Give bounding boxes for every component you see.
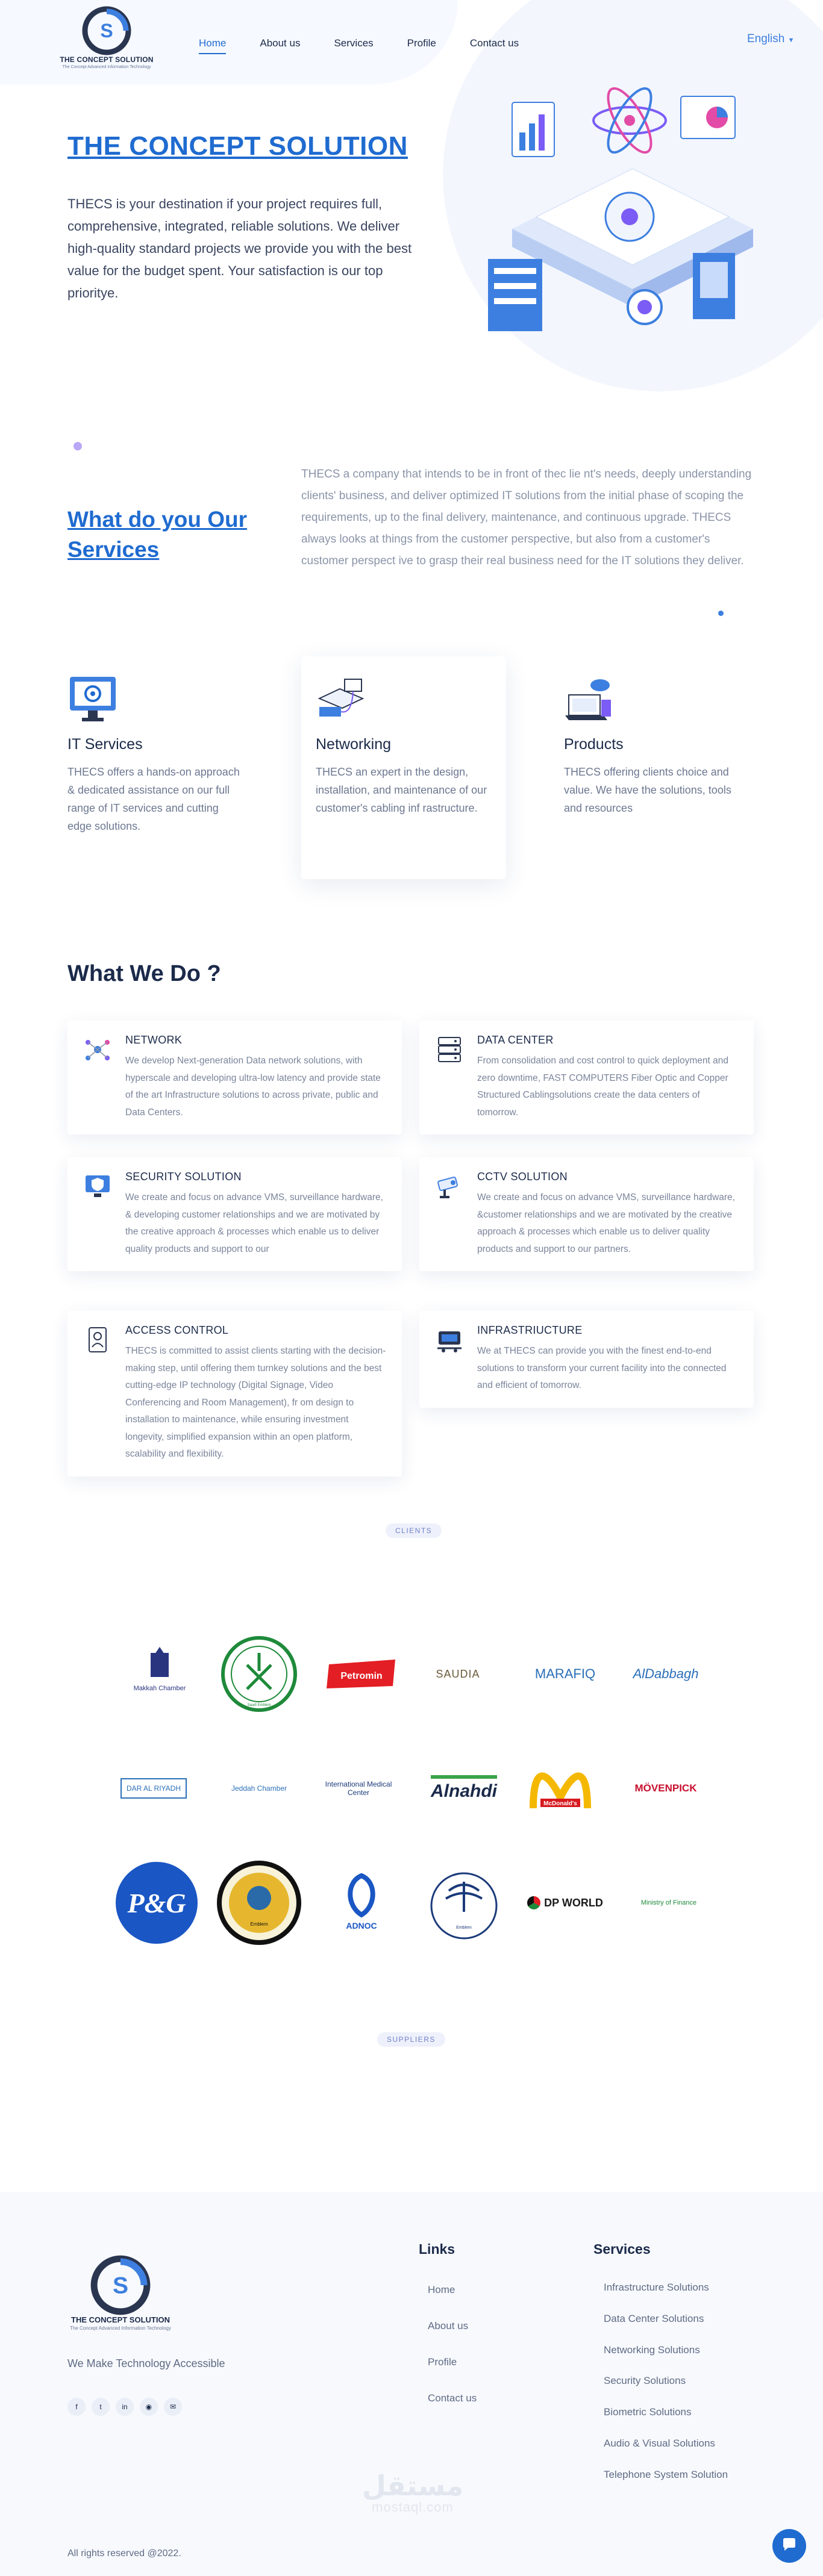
social-links: [67, 2398, 182, 2416]
card-text: We develop Next-generation Data network solutions, with hyperscale and developing ultra-low latency and provide state of the art Infrastructure solutions to across private, public and Data Centers.: [125, 1056, 381, 1118]
client-logo-text: Ministry of Finance: [640, 1899, 697, 1906]
card-network: [67, 1021, 402, 1134]
hero-illustration: [476, 78, 765, 355]
service-title: Networking: [316, 736, 392, 753]
client-logo-text: Emblem: [250, 1921, 268, 1927]
network-devices-icon: [316, 674, 366, 725]
client-logo-makkah-chamber: [117, 1632, 202, 1716]
shield-monitor-icon: [83, 1173, 112, 1199]
hero-title: THE CONCEPT SOLUTION: [67, 131, 408, 161]
service-card-networking: [301, 656, 506, 879]
client-logo-text: McDonald's: [543, 1800, 577, 1807]
network-icon: [83, 1036, 112, 1063]
client-logo-jeddah-chamber: [217, 1746, 301, 1831]
instagram-icon[interactable]: ◉: [140, 2398, 158, 2416]
footer-service-networking[interactable]: Networking Solutions: [604, 2344, 700, 2356]
email-icon[interactable]: ✉: [164, 2398, 182, 2416]
card-access-control: [67, 1311, 402, 1476]
main-nav: [199, 37, 552, 54]
nav-services[interactable]: Services: [334, 37, 374, 49]
facebook-icon[interactable]: f: [67, 2398, 86, 2416]
chat-button[interactable]: [772, 2529, 806, 2563]
service-text: THECS offers a hands-on approach & dedicated assistance on our full range of IT services and cutting edge solutions.: [67, 766, 240, 832]
client-logo-adnoc: [319, 1861, 404, 1945]
card-infrastructure: [419, 1311, 754, 1408]
chat-bubble-icon: [781, 2536, 798, 2556]
card-title: DATA CENTER: [477, 1034, 554, 1046]
client-logo-text: DAR AL RIYADH: [126, 1784, 181, 1793]
client-logo-text: Emblem: [456, 1926, 472, 1930]
footer-service-data-center[interactable]: Data Center Solutions: [604, 2313, 704, 2324]
footer-link-home[interactable]: Home: [428, 2284, 455, 2295]
monitor-gear-icon: [67, 674, 118, 725]
client-logo-movenpick: [624, 1746, 708, 1831]
twitter-icon[interactable]: t: [92, 2398, 110, 2416]
language-label: English: [747, 33, 785, 45]
client-logo-text: Saudi Emblem: [247, 1703, 271, 1707]
svg-text:S: S: [100, 20, 113, 42]
clients-label: CLIENTS: [386, 1523, 442, 1538]
service-card-products: [549, 656, 754, 879]
client-logo-text: Jeddah Chamber: [231, 1784, 287, 1793]
client-logo-text: AlDabbagh: [633, 1666, 699, 1681]
service-card-it-services: [53, 656, 258, 879]
footer-logo-name: THE CONCEPT SOLUTION: [71, 2315, 170, 2324]
card-text: We create and focus on advance VMS, surveillance hardware, &customer relationships and we are motivated by the creative approach & processes which enable us to deliver quality products and support to our partners.: [477, 1192, 735, 1254]
client-logo-ministry-of-finance: [627, 1861, 711, 1945]
client-logo-dp-world: [523, 1861, 607, 1945]
client-logo-text: DP WORLD: [544, 1896, 603, 1909]
logo-mark-icon: [90, 2255, 151, 2315]
footer-services-title: Services: [593, 2241, 651, 2257]
nav-profile[interactable]: Profile: [407, 37, 436, 49]
nav-home[interactable]: Home: [199, 37, 226, 54]
logo-name: THE CONCEPT SOLUTION: [60, 55, 154, 64]
client-logo-mcdonalds: [518, 1746, 602, 1831]
decor-dot: [718, 611, 724, 616]
watermark-arabic: مستقل: [361, 2470, 464, 2501]
footer: [0, 2192, 823, 2576]
card-title: ACCESS CONTROL: [125, 1324, 229, 1336]
client-logo-emblem-gold: [217, 1861, 301, 1945]
logo-tagline: The Concept Advanced Information Technology: [62, 65, 151, 69]
card-title: NETWORK: [125, 1034, 183, 1046]
client-logo-text: Makkah Chamber: [133, 1685, 186, 1692]
client-logo-emblem-palm: [422, 1861, 506, 1945]
client-logo-text: ADNOC: [346, 1921, 377, 1930]
decor-dot: [74, 442, 82, 450]
card-cctv-solution: [419, 1157, 754, 1271]
card-title: CCTV SOLUTION: [477, 1171, 568, 1183]
infrastructure-icon: [435, 1327, 464, 1353]
about-title: What do you Our Services: [67, 507, 248, 562]
nav-about-us[interactable]: About us: [260, 37, 301, 49]
client-logo-dar-al-riyadh: [111, 1746, 196, 1831]
card-text: THECS is committed to assist clients starting with the decision-making step, until offering them turnkey solutions and the best cutting-edge IP technology (Digital Signage, Video Conferencing and Room Management), fr om design to installation to maintenance, while ensuring investment longevity, simplified expansion within an open platform, scalability and flexibility.: [125, 1346, 386, 1459]
footer-logo[interactable]: [67, 2255, 174, 2331]
card-data-center: [419, 1021, 754, 1134]
linkedin-icon[interactable]: in: [116, 2398, 134, 2416]
card-title: SECURITY SOLUTION: [125, 1171, 242, 1183]
dp-world-mark-icon: [527, 1896, 540, 1909]
card-title: INFRASTRIUCTURE: [477, 1324, 583, 1336]
service-title: Products: [564, 736, 624, 753]
copyright: All rights reserved @2022.: [67, 2548, 181, 2559]
client-logo-petromin: [319, 1632, 404, 1716]
footer-link-contact-us[interactable]: Contact us: [428, 2392, 477, 2404]
client-logo-text: SAUDIA: [436, 1667, 480, 1680]
client-logo-text: Alnahdi: [431, 1775, 497, 1802]
about-text: THECS a company that intends to be in front of thec lie nt's needs, deeply understanding clients' business, and deliver optimized IT solutions from the initial phase of scoping the requirements, up to the final delivery, maintenance, and continuous upgrade. THECS always looks at things from the customer perspective, but also from a customer's customer perspect ive to grasp their real business need for the IT solutions they deliver.: [301, 468, 752, 567]
logo-mark-icon: [82, 6, 131, 55]
footer-service-security[interactable]: Security Solutions: [604, 2375, 686, 2386]
client-logo-saudia: [416, 1632, 500, 1716]
client-logo-text: MARAFIQ: [534, 1666, 596, 1681]
client-logo-alnahdi: [422, 1746, 506, 1831]
footer-logo-tagline: The Concept Advanced Information Technology: [70, 2326, 171, 2331]
client-logo-saudi-emblem: [217, 1632, 301, 1716]
server-icon: [435, 1036, 464, 1063]
card-security-solution: [67, 1157, 402, 1271]
client-logo-pg: [114, 1861, 199, 1945]
footer-service-audio-visual[interactable]: Audio & Visual Solutions: [604, 2438, 715, 2449]
svg-text:S: S: [112, 2273, 129, 2299]
client-logo-text: P&G: [127, 1888, 186, 1918]
card-text: We at THECS can provide you with the finest end-to-end solutions to transform your current facility into the connected and efficient of tomorrow.: [477, 1346, 727, 1390]
client-logo-international-medical-center: [316, 1746, 401, 1831]
watermark-url: mostaql.com: [372, 2500, 454, 2515]
hero-text: THECS is your destination if your project requires full, comprehensive, integrated, reliable solutions. We deliver high-quality standard projects we provide you with the best value for the budget spent. Your satisfaction is our top prioritye.: [67, 196, 412, 300]
laptop-cloud-icon: [564, 674, 615, 725]
what-we-do-title: What We Do ?: [67, 961, 221, 986]
client-logo-text: Petromin: [340, 1671, 383, 1681]
footer-link-profile[interactable]: Profile: [428, 2356, 457, 2368]
client-logo-text: MÖVENPICK: [634, 1782, 697, 1794]
site-logo[interactable]: [55, 6, 158, 78]
mostaql-watermark: [361, 2472, 464, 2515]
client-logo-aldabbagh: [624, 1632, 708, 1716]
service-text: THECS an expert in the design, installation, and maintenance of our customer's cabling inf rastructure.: [316, 766, 487, 814]
footer-link-about-us[interactable]: About us: [428, 2320, 469, 2332]
footer-tagline: We Make Technology Accessible: [67, 2357, 225, 2369]
suppliers-label: SUPPLIERS: [377, 2032, 445, 2047]
chevron-down-icon: ▼: [787, 37, 795, 44]
access-badge-icon: [83, 1327, 112, 1353]
card-text: From consolidation and cost control to quick deployment and zero downtime, FAST COMPUTERS Fiber Optic and Copper Structured Cablingsolutions create the data centers of tomorrow.: [477, 1056, 729, 1118]
card-text: We create and focus on advance VMS, surveillance hardware, & developing customer relationships and we are motivated by the creative approach & processes which enable us to deliver quality products and support to our: [125, 1192, 383, 1254]
client-logo-text: International Medical Center: [325, 1780, 392, 1797]
footer-service-biometric[interactable]: Biometric Solutions: [604, 2406, 692, 2418]
cctv-camera-icon: [435, 1173, 464, 1199]
footer-service-infrastructure[interactable]: Infrastructure Solutions: [604, 2282, 709, 2293]
service-title: IT Services: [67, 736, 143, 753]
nav-contact-us[interactable]: Contact us: [469, 37, 519, 49]
language-selector[interactable]: [747, 33, 795, 46]
service-text: THECS offering clients choice and value. We have the solutions, tools and resources: [564, 766, 731, 814]
footer-service-telephone[interactable]: Telephone System Solution: [604, 2469, 728, 2480]
client-logo-marafiq: [523, 1632, 607, 1716]
footer-links-title: Links: [419, 2241, 455, 2257]
